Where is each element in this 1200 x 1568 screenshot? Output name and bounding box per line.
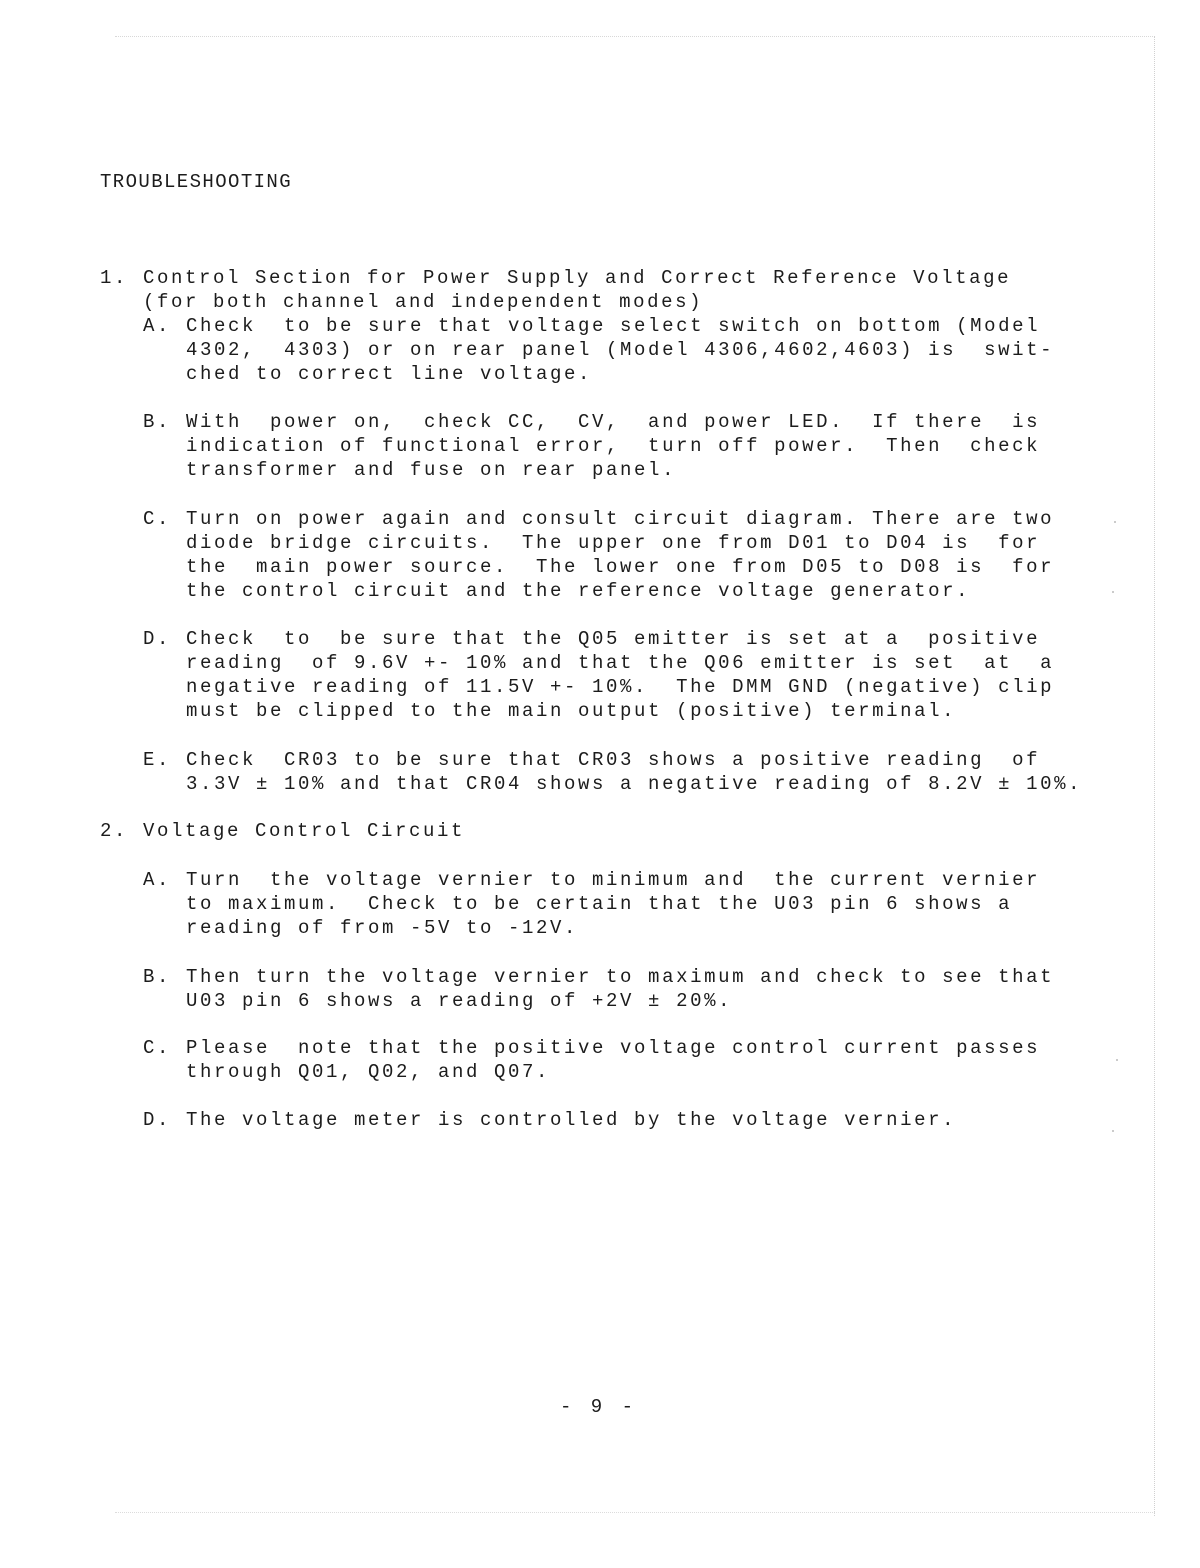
item-letter: C. bbox=[143, 1037, 172, 1059]
item-line: 4302, 4303) or on rear panel (Model 4306,4602,4603) is swit- bbox=[186, 339, 1055, 361]
item-line: to maximum. Check to be certain that the U03 pin 6 shows a bbox=[186, 893, 1013, 915]
item-letter: C. bbox=[143, 508, 172, 530]
item-line: ched to correct line voltage. bbox=[186, 363, 593, 385]
item-line: Turn the voltage vernier to minimum and the current vernier bbox=[186, 869, 1041, 891]
item-letter: A. bbox=[143, 869, 172, 891]
item-line: diode bridge circuits. The upper one from D01 to D04 is for bbox=[186, 532, 1041, 554]
item-line: Check to be sure that voltage select switch on bottom (Model bbox=[186, 315, 1041, 337]
item-line: the control circuit and the reference voltage generator. bbox=[186, 580, 971, 602]
item-line: indication of functional error, turn off power. Then check bbox=[186, 435, 1041, 457]
scan-border-right bbox=[1154, 36, 1155, 1516]
item-letter: D. bbox=[143, 628, 172, 650]
section-title-line: Control Section for Power Supply and Correct Reference Voltage bbox=[143, 267, 1012, 289]
section-number: 1. bbox=[100, 267, 129, 289]
item-line: through Q01, Q02, and Q07. bbox=[186, 1061, 551, 1083]
item-line: With power on, check CC, CV, and power LED. If there is bbox=[186, 411, 1041, 433]
item-letter: E. bbox=[143, 749, 172, 771]
page-number: - 9 - bbox=[560, 1396, 638, 1418]
scan-speck bbox=[1116, 1059, 1118, 1061]
item-line: The voltage meter is controlled by the voltage vernier. bbox=[186, 1109, 957, 1131]
item-line: transformer and fuse on rear panel. bbox=[186, 459, 677, 481]
item-line: reading of from -5V to -12V. bbox=[186, 917, 579, 939]
item-letter: D. bbox=[143, 1109, 172, 1131]
item-line: Please note that the positive voltage control current passes bbox=[186, 1037, 1041, 1059]
item-line: Check to be sure that the Q05 emitter is set at a positive bbox=[186, 628, 1041, 650]
item-line: U03 pin 6 shows a reading of +2V ± 20%. bbox=[186, 990, 733, 1012]
scan-speck bbox=[1112, 1130, 1114, 1132]
section-title-line: Voltage Control Circuit bbox=[143, 820, 466, 842]
item-line: the main power source. The lower one from D05 to D08 is for bbox=[186, 556, 1055, 578]
scan-border-bottom bbox=[115, 1512, 1155, 1513]
item-line: negative reading of 11.5V +- 10%. The DMM GND (negative) clip bbox=[186, 676, 1055, 698]
scan-speck bbox=[1114, 521, 1116, 523]
page-heading: TROUBLESHOOTING bbox=[100, 171, 293, 193]
item-line: Then turn the voltage vernier to maximum and check to see that bbox=[186, 966, 1055, 988]
item-letter: A. bbox=[143, 315, 172, 337]
item-line: 3.3V ± 10% and that CR04 shows a negative reading of 8.2V ± 10%. bbox=[186, 773, 1083, 795]
item-line: Turn on power again and consult circuit diagram. There are two bbox=[186, 508, 1055, 530]
item-line: Check CR03 to be sure that CR03 shows a positive reading of bbox=[186, 749, 1041, 771]
section-title-line: (for both channel and independent modes) bbox=[143, 291, 704, 313]
item-line: reading of 9.6V +- 10% and that the Q06 emitter is set at a bbox=[186, 652, 1055, 674]
section-number: 2. bbox=[100, 820, 129, 842]
scan-speck bbox=[1112, 591, 1114, 593]
scan-border-top bbox=[115, 36, 1155, 37]
item-letter: B. bbox=[143, 966, 172, 988]
item-letter: B. bbox=[143, 411, 172, 433]
item-line: must be clipped to the main output (positive) terminal. bbox=[186, 700, 957, 722]
